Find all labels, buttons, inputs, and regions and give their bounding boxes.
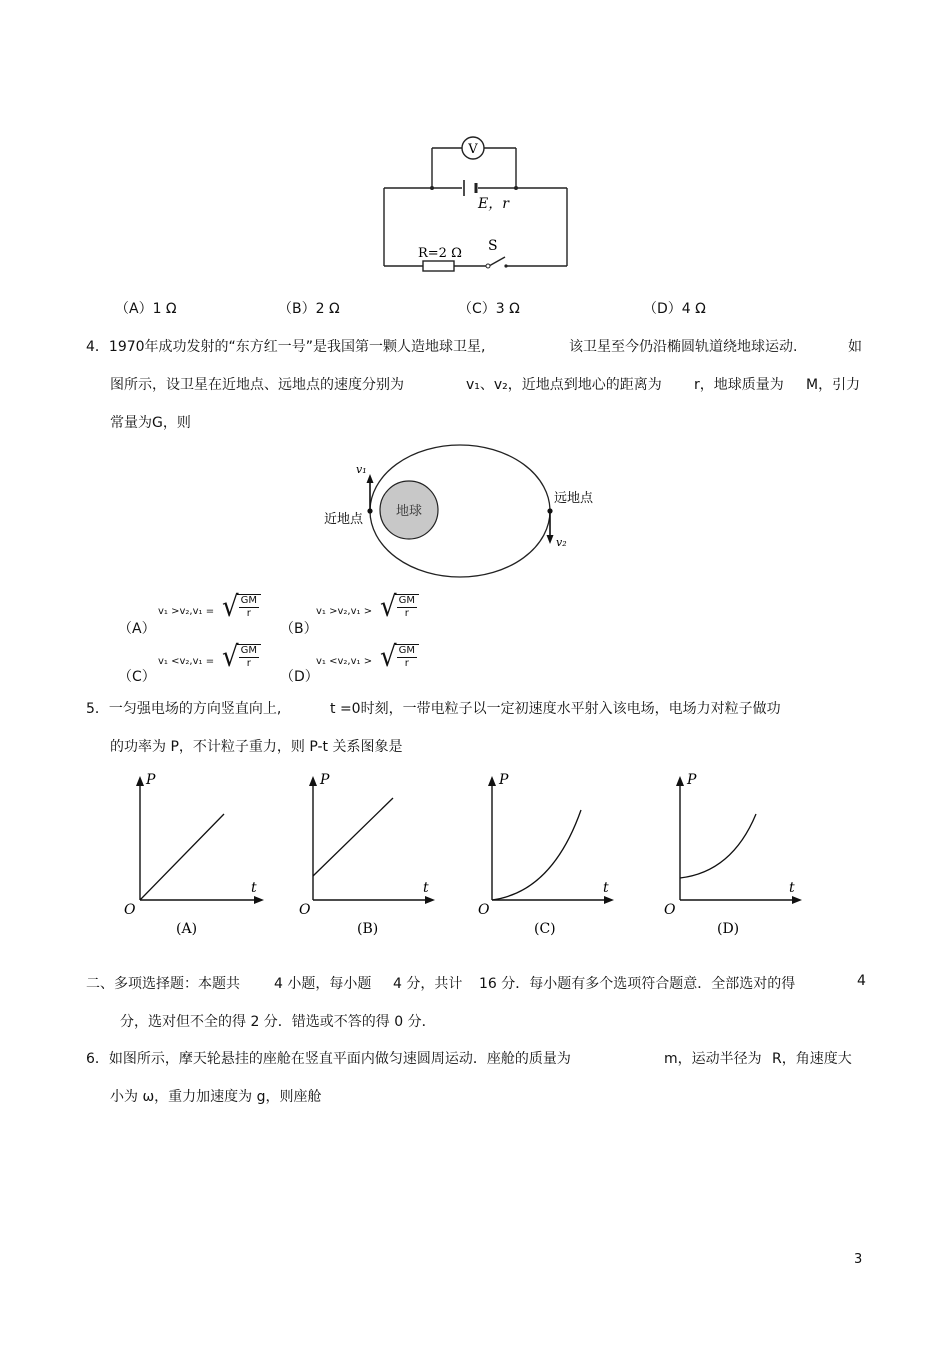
graph-d-origin: O [664,902,676,918]
graph-b-caption: (B) [357,921,379,937]
q4-line1-b: 该卫星至今仍沿椭圆轨道绕地球运动. [569,339,798,355]
graph-b-curve [313,798,393,876]
graph-d-y-label: P [687,772,697,788]
q6-line2: 小为 ω，重力加速度为 g，则座舱 [110,1089,322,1105]
q3-option-a: （A）1 Ω [115,301,177,317]
graph-c-curve [492,810,581,900]
graph-c [472,768,622,943]
q6-line1-c: R，角速度大 [772,1051,852,1067]
graph-c-caption: (C) [534,921,556,937]
perigee-label: 近地点 [324,512,364,527]
graph-b-y-label: P [320,772,330,788]
q3-option-c: （C）3 Ω [458,301,520,317]
graph-a-y-label: P [146,772,156,788]
q4-line2-d: M，引力 [806,377,861,393]
orbit-diagram [318,440,618,580]
earth-label: 地球 [395,504,423,519]
v1-label: v₁ [356,463,367,476]
switch-label: S [488,238,498,254]
q3-option-b: （B）2 Ω [278,301,340,317]
q4-line1-a: 4．1970年成功发射的“东方红一号”是我国第一颗人造地球卫星, [86,339,486,355]
voltmeter-label: V [468,142,478,157]
circuit-diagram [370,130,580,275]
graph-b-origin: O [299,902,311,918]
graph-d-curve [680,814,756,878]
page-number: 3 [854,1252,863,1267]
graph-a-caption: (A) [176,921,198,937]
graph-a-origin: O [124,902,136,918]
section2-line2: 分，选对但不全的得 2 分．错选或不答的得 0 分． [120,1014,436,1030]
q5-line2: 的功率为 P，不计粒子重力，则 P-t 关系图象是 [110,739,403,755]
q4-line1-c: 如 [848,339,862,355]
q6-line1-b: m，运动半径为 [664,1051,762,1067]
section2-line1-d: 16 分．每小题有多个选项符合题意．全部选对的得 [479,976,796,992]
v2-label: v₂ [556,536,567,549]
q4-line2-c: r，地球质量为 [694,377,784,393]
graph-c-y-label: P [499,772,509,788]
graph-c-origin: O [478,902,490,918]
q4-line2-b: v₁、v₂，近地点到地心的距离为 [466,377,662,393]
q4-line3: 常量为G，则 [110,415,191,431]
section2-line1-b: 4 小题，每小题 [274,976,372,992]
battery-label: E，r [478,196,509,212]
section2-line1-e: 4 [857,973,866,989]
q5-line1-b: t =0时刻，一带电粒子以一定初速度水平射入该电场，电场力对粒子做功 [330,701,781,717]
graph-c-x-label: t [603,880,609,896]
q3-option-d: （D）4 Ω [643,301,706,317]
graph-d-caption: (D) [717,921,740,937]
graph-d [660,768,810,943]
section2-line1-a: 二、多项选择题：本题共 [86,976,240,992]
graph-d-x-label: t [789,880,795,896]
graph-b [293,768,443,943]
q5-line1-a: 5．一匀强电场的方向竖直向上, [86,701,282,717]
graph-b-x-label: t [423,880,429,896]
graph-a-x-label: t [251,880,257,896]
q6-line1-a: 6．如图所示，摩天轮悬挂的座舱在竖直平面内做匀速圆周运动．座舱的质量为 [86,1051,571,1067]
graph-a-curve [140,814,224,900]
section2-line1-c: 4 分，共计 [393,976,463,992]
graph-a [118,768,268,943]
resistor-label: R=2 Ω [418,246,462,261]
q4-line2-a: 图所示，设卫星在近地点、远地点的速度分别为 [110,377,404,393]
apogee-label: 远地点 [554,491,594,506]
